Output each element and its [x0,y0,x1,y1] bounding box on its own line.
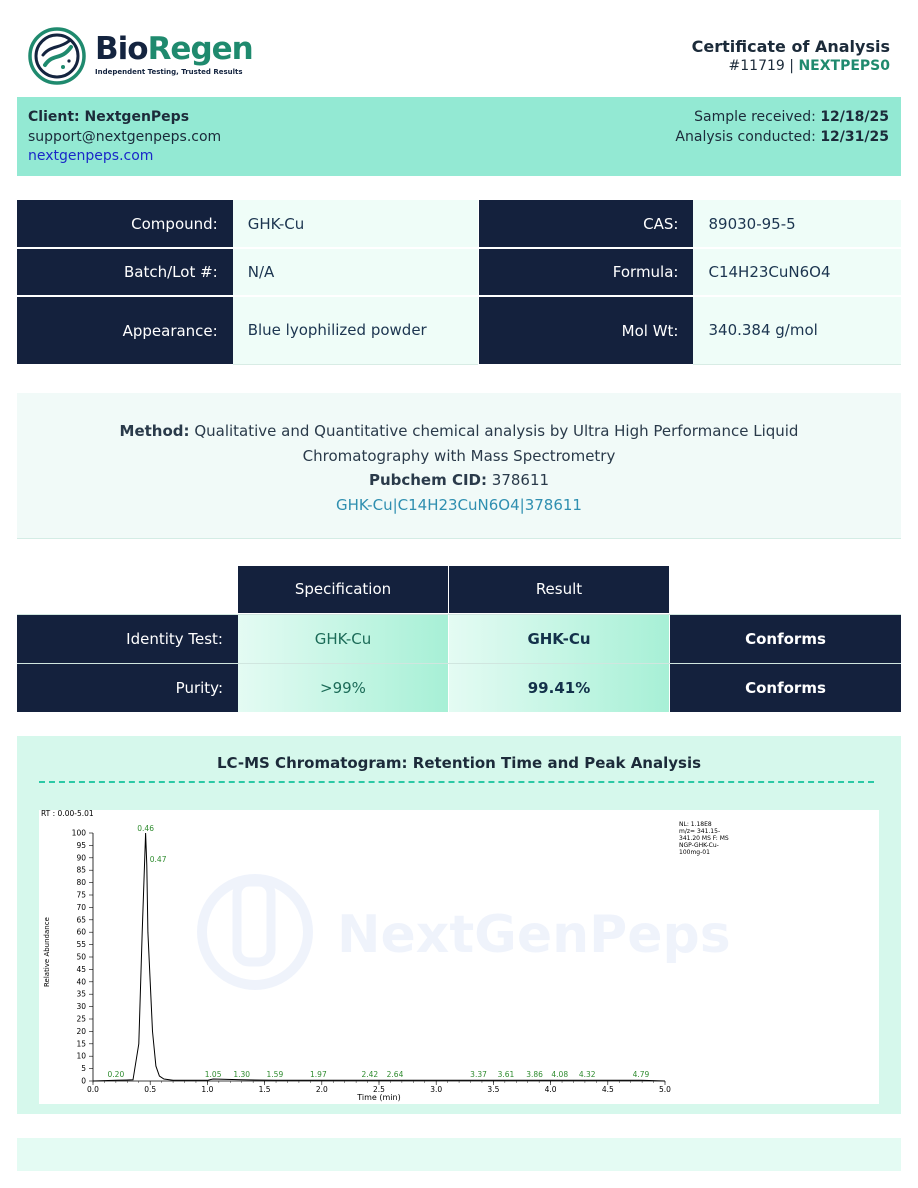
y-tick-label: 25 [76,1014,86,1024]
method-description [17,419,901,468]
chromatogram-title: LC-MS Chromatogram: Retention Time and Peak Analysis [216,754,702,772]
y-tick-label: 70 [76,902,86,912]
info-row-compound [17,200,901,248]
client-dates [675,108,889,147]
y-tick-label: 85 [76,865,86,875]
peak-label: 0.20 [107,1069,125,1079]
pubchem-cid-line [17,468,901,493]
method-text: Qualitative and Quantitative chemical analysis by Ultra High Performance Liquid Chromatography with Mass Spectrometry [194,422,799,465]
y-tick-label: 60 [76,927,86,937]
y-tick-label: 95 [76,840,86,850]
report-header [0,0,918,96]
y-tick-label: 10 [76,1051,86,1061]
y-tick-label: 40 [76,977,86,987]
analysis-conducted-date: 12/31/25 [820,128,889,145]
x-tick-label: 4.0 [544,1085,557,1094]
x-tick-label: 1.5 [258,1085,271,1094]
test-result: GHK-Cu [449,615,669,663]
result-header: Result [449,566,669,613]
x-tick-label: 3.5 [487,1085,500,1094]
peak-label: 1.05 [204,1069,222,1079]
brand-name-regen: Regen [147,31,253,67]
formula-value: C14H23CuN6O4 [693,248,901,296]
specification-header: Specification [238,566,448,613]
sample-received-line [675,108,889,128]
watermark [202,879,731,985]
client-name: Client: NextgenPeps [28,109,190,125]
x-tick-label: 2.5 [373,1085,385,1094]
molwt-value: 340.384 g/mol [693,296,901,364]
sample-received-label: Sample received: [694,109,816,125]
chromatogram-section [17,736,901,1114]
x-tick-label: 0.5 [144,1085,157,1094]
y-tick-label: 45 [76,964,86,974]
y-tick-label: 30 [76,1002,86,1012]
cas-value: 89030-95-5 [693,200,901,248]
peak-label: 2.42 [361,1069,379,1079]
formula-label: Formula: [479,248,693,296]
y-tick-label: 75 [76,890,86,900]
test-result: 99.41% [449,664,669,712]
peak-label: 3.86 [526,1069,543,1079]
biogen-logo [27,27,267,87]
chromatogram-plot [39,810,879,1104]
scan-info-line: NGP-GHK-Cu- [679,842,719,849]
number-separator: | [789,58,794,74]
peak-label: 4.32 [578,1069,596,1079]
certificate-code: NEXTPEPS0 [798,58,890,74]
y-tick-label: 15 [76,1039,86,1049]
y-tick-label: 55 [76,940,86,950]
client-band [17,97,901,176]
peak-label: 4.79 [632,1069,650,1079]
pubchem-cid-label: Pubchem CID: [368,471,487,489]
client-email: support@nextgenpeps.com [28,128,222,145]
y-tick-label: 20 [76,1026,86,1036]
brand-name-bio: Bio [95,31,148,67]
result-row-purity [17,664,901,712]
certificate-number: #11719 [728,58,785,74]
batch-value: N/A [233,248,479,296]
client-website-link[interactable]: nextgenpeps.com [28,148,154,164]
test-specification: >99% [238,664,448,712]
appearance-value: Blue lyophilized powder [233,296,479,364]
result-row-identity [17,615,901,663]
method-label: Method: [119,422,190,440]
info-row-appearance [17,296,901,364]
client-info [28,108,221,167]
method-section [17,393,901,539]
peak-label: 3.61 [497,1069,515,1079]
chromatogram-svg [39,810,879,1104]
y-tick-label: 90 [76,853,86,863]
x-tick-label: 1.0 [201,1085,214,1094]
peak-label: 1.30 [233,1069,251,1079]
compound-label: Compound: [17,200,233,248]
test-status: Conforms [670,664,901,712]
peak-label: 1.59 [266,1069,284,1079]
rt-range-label: RT : 0.00-5.01 [41,810,94,818]
y-tick-label: 100 [71,828,86,838]
analysis-conducted-line [675,128,889,148]
certificate-title: Certificate of Analysis [691,37,890,56]
peak-label: 0.46 [137,824,154,833]
scan-info-line: NL: 1.18E8 [679,821,712,828]
peak-label: 2.64 [386,1069,404,1079]
scan-info-line: m/z= 341.15- [679,828,721,835]
cas-label: CAS: [479,200,693,248]
x-tick-label: 3.0 [430,1085,443,1094]
y-tick-label: 50 [76,952,86,962]
footer-band [17,1138,901,1171]
dashed-divider [39,781,874,783]
test-specification: GHK-Cu [238,615,448,663]
test-status: Conforms [670,615,901,663]
certificate-number-line [692,58,890,74]
compound-value: GHK-Cu [233,200,479,248]
scan-info-line: 341.20 MS F: MS [679,835,729,842]
x-tick-label: 0.0 [87,1085,99,1094]
y-tick-label: 80 [76,878,86,888]
molwt-label: Mol Wt: [479,296,693,364]
y-tick-label: 35 [76,989,86,999]
analysis-conducted-label: Analysis conducted: [675,128,816,145]
watermark-text: NextGenPeps [337,905,731,965]
test-name: Identity Test: [17,615,238,663]
sample-received-date: 12/18/25 [820,109,889,125]
x-tick-label: 2.0 [315,1085,328,1094]
flask-logo-icon [27,27,89,87]
x-tick-label: 4.5 [601,1085,614,1094]
pubchem-cid-value: 378611 [491,471,550,489]
scan-info [679,821,729,856]
y-tick-label: 0 [81,1076,86,1086]
batch-label: Batch/Lot #: [17,248,233,296]
peak-label: 3.37 [470,1069,487,1079]
info-row-batch [17,248,901,296]
appearance-label: Appearance: [17,296,233,364]
compound-info-table [17,200,901,365]
results-table [17,566,901,714]
peak-label: 1.97 [310,1069,327,1079]
pubchem-link[interactable]: GHK-Cu|C14H23CuN6O4|378611 [336,495,582,514]
certificate-title-block [692,37,890,74]
x-tick-label: 5.0 [659,1085,671,1094]
peak-label: 0.47 [149,855,167,865]
peak-label: 4.08 [551,1069,569,1079]
y-axis-label: Relative Abundance [43,917,51,987]
brand-name [95,31,253,67]
brand-tagline: Independent Testing, Trusted Results [95,68,243,76]
x-axis-label: Time (min) [357,1093,401,1102]
test-name: Purity: [17,664,238,712]
scan-info-line: 100mg-01 [679,849,710,856]
y-tick-label: 5 [81,1064,86,1074]
y-tick-label: 65 [76,915,86,925]
